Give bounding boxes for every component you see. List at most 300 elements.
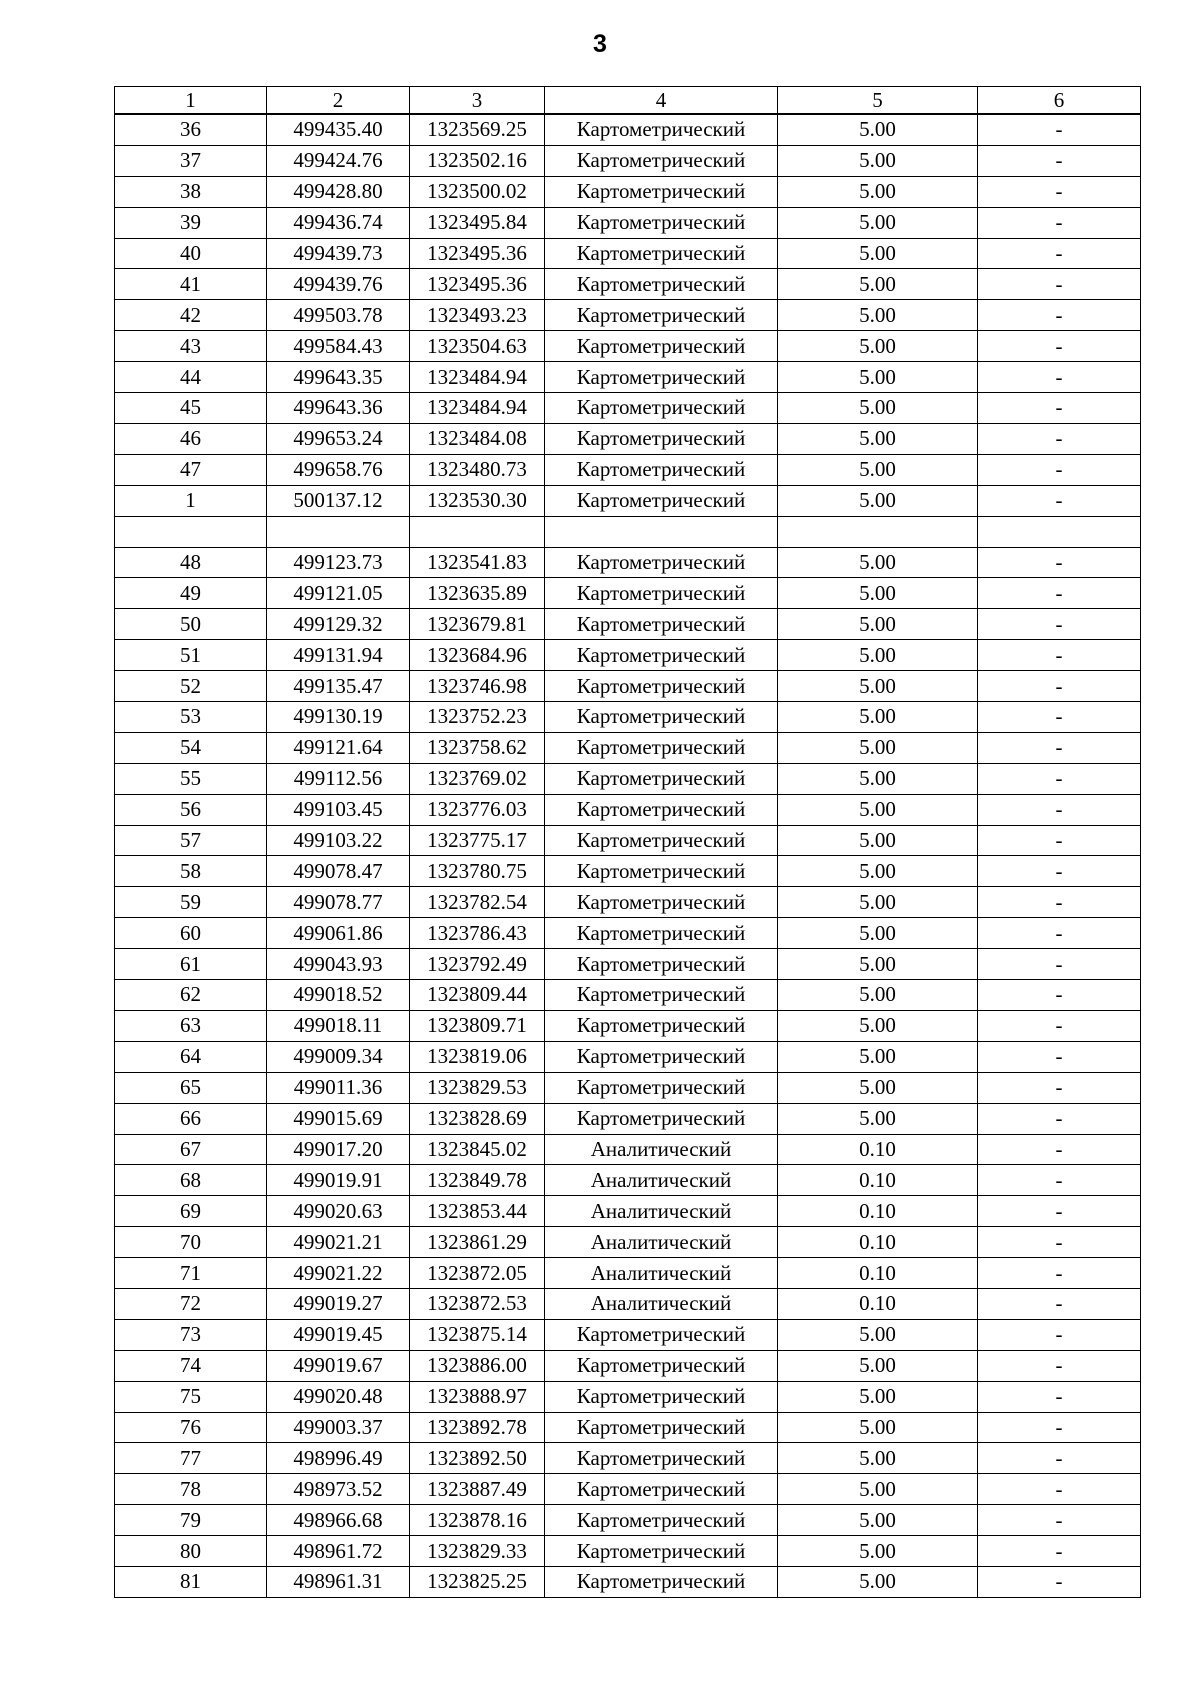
accuracy-cell: 5.00 — [778, 671, 978, 702]
x-coordinate-cell: 499020.63 — [267, 1196, 410, 1227]
y-coordinate-cell: 1323872.05 — [410, 1258, 545, 1289]
table-row — [115, 887, 1141, 918]
header-cell: 6 — [978, 87, 1141, 115]
point-number-cell: 72 — [115, 1288, 267, 1319]
y-coordinate-cell: 1323829.53 — [410, 1072, 545, 1103]
method-cell: Картометрический — [545, 794, 778, 825]
method-cell: Картометрический — [545, 331, 778, 362]
x-coordinate-cell: 499131.94 — [267, 640, 410, 671]
table-row — [115, 1196, 1141, 1227]
accuracy-cell: 5.00 — [778, 547, 978, 578]
table-row — [115, 547, 1141, 578]
accuracy-cell: 5.00 — [778, 1010, 978, 1041]
point-number-cell: 61 — [115, 949, 267, 980]
point-number-cell: 62 — [115, 980, 267, 1011]
table-row — [115, 1165, 1141, 1196]
table-row — [115, 331, 1141, 362]
method-cell: Картометрический — [545, 640, 778, 671]
x-coordinate-cell: 498961.31 — [267, 1566, 410, 1597]
method-cell: Картометрический — [545, 980, 778, 1011]
note-cell: - — [978, 423, 1141, 454]
y-coordinate-cell: 1323752.23 — [410, 702, 545, 733]
x-coordinate-cell: 499078.47 — [267, 856, 410, 887]
point-number-cell: 73 — [115, 1319, 267, 1350]
method-cell: Картометрический — [545, 114, 778, 145]
note-cell: - — [978, 918, 1141, 949]
note-cell: - — [978, 1505, 1141, 1536]
note-cell: - — [978, 269, 1141, 300]
accuracy-cell: 5.00 — [778, 269, 978, 300]
table-row — [115, 1536, 1141, 1567]
point-number-cell: 78 — [115, 1474, 267, 1505]
method-cell: Аналитический — [545, 1134, 778, 1165]
method-cell: Картометрический — [545, 918, 778, 949]
accuracy-cell: 5.00 — [778, 300, 978, 331]
x-coordinate-cell: 499019.27 — [267, 1288, 410, 1319]
point-number-cell: 66 — [115, 1103, 267, 1134]
note-cell: - — [978, 887, 1141, 918]
table-row — [115, 1010, 1141, 1041]
x-coordinate-cell: 499103.45 — [267, 794, 410, 825]
accuracy-cell: 5.00 — [778, 393, 978, 424]
point-number-cell: 39 — [115, 207, 267, 238]
accuracy-cell: 5.00 — [778, 1041, 978, 1072]
x-coordinate-cell: 499129.32 — [267, 609, 410, 640]
method-cell: Картометрический — [545, 1505, 778, 1536]
point-number-cell: 60 — [115, 918, 267, 949]
note-cell: - — [978, 1474, 1141, 1505]
y-coordinate-cell: 1323809.71 — [410, 1010, 545, 1041]
note-cell: - — [978, 732, 1141, 763]
table-row — [115, 609, 1141, 640]
method-cell: Картометрический — [545, 856, 778, 887]
point-number-cell: 40 — [115, 238, 267, 269]
x-coordinate-cell: 499015.69 — [267, 1103, 410, 1134]
table-row — [115, 1134, 1141, 1165]
point-number-cell: 69 — [115, 1196, 267, 1227]
table-row — [115, 980, 1141, 1011]
header-cell: 3 — [410, 87, 545, 115]
y-coordinate-cell: 1323886.00 — [410, 1350, 545, 1381]
table-row — [115, 1227, 1141, 1258]
y-coordinate-cell: 1323825.25 — [410, 1566, 545, 1597]
x-coordinate-cell: 499019.45 — [267, 1319, 410, 1350]
page-number: 3 — [593, 30, 607, 58]
note-cell: - — [978, 1412, 1141, 1443]
y-coordinate-cell: 1323684.96 — [410, 640, 545, 671]
method-cell: Картометрический — [545, 1412, 778, 1443]
y-coordinate-cell: 1323484.94 — [410, 393, 545, 424]
x-coordinate-cell: 499019.67 — [267, 1350, 410, 1381]
point-number-cell: 41 — [115, 269, 267, 300]
coordinates-table — [114, 86, 1141, 1598]
table-row — [115, 516, 1141, 547]
y-coordinate-cell: 1323829.33 — [410, 1536, 545, 1567]
x-coordinate-cell: 498966.68 — [267, 1505, 410, 1536]
x-coordinate-cell: 499130.19 — [267, 702, 410, 733]
table-row — [115, 918, 1141, 949]
x-coordinate-cell: 498973.52 — [267, 1474, 410, 1505]
y-coordinate-cell: 1323495.84 — [410, 207, 545, 238]
note-cell: - — [978, 547, 1141, 578]
point-number-cell: 67 — [115, 1134, 267, 1165]
y-coordinate-cell: 1323495.36 — [410, 238, 545, 269]
table-row — [115, 1350, 1141, 1381]
note-cell: - — [978, 114, 1141, 145]
y-coordinate-cell: 1323769.02 — [410, 763, 545, 794]
table-row — [115, 1443, 1141, 1474]
note-cell: - — [978, 1165, 1141, 1196]
y-coordinate-cell: 1323679.81 — [410, 609, 545, 640]
point-number-cell: 71 — [115, 1258, 267, 1289]
table-row — [115, 856, 1141, 887]
method-cell: Картометрический — [545, 176, 778, 207]
table-row — [115, 1041, 1141, 1072]
accuracy-cell: 0.10 — [778, 1288, 978, 1319]
y-coordinate-cell: 1323635.89 — [410, 578, 545, 609]
accuracy-cell: 5.00 — [778, 949, 978, 980]
method-cell: Картометрический — [545, 702, 778, 733]
y-coordinate-cell: 1323495.36 — [410, 269, 545, 300]
note-cell: - — [978, 1258, 1141, 1289]
point-number-cell: 63 — [115, 1010, 267, 1041]
point-number-cell: 45 — [115, 393, 267, 424]
method-cell: Картометрический — [545, 1072, 778, 1103]
y-coordinate-cell: 1323792.49 — [410, 949, 545, 980]
point-number-cell: 79 — [115, 1505, 267, 1536]
method-cell: Картометрический — [545, 393, 778, 424]
y-coordinate-cell: 1323541.83 — [410, 547, 545, 578]
x-coordinate-cell: 499103.22 — [267, 825, 410, 856]
accuracy-cell: 0.10 — [778, 1258, 978, 1289]
point-number-cell — [115, 516, 267, 547]
point-number-cell: 1 — [115, 485, 267, 516]
accuracy-cell: 5.00 — [778, 145, 978, 176]
point-number-cell: 58 — [115, 856, 267, 887]
method-cell: Картометрический — [545, 238, 778, 269]
accuracy-cell: 5.00 — [778, 1103, 978, 1134]
table-row — [115, 362, 1141, 393]
table-row — [115, 176, 1141, 207]
note-cell: - — [978, 856, 1141, 887]
accuracy-cell: 5.00 — [778, 454, 978, 485]
method-cell: Картометрический — [545, 300, 778, 331]
header-cell: 1 — [115, 87, 267, 115]
point-number-cell: 53 — [115, 702, 267, 733]
point-number-cell: 43 — [115, 331, 267, 362]
y-coordinate-cell: 1323875.14 — [410, 1319, 545, 1350]
x-coordinate-cell: 499018.11 — [267, 1010, 410, 1041]
table-row — [115, 269, 1141, 300]
y-coordinate-cell: 1323504.63 — [410, 331, 545, 362]
method-cell: Картометрический — [545, 547, 778, 578]
method-cell: Аналитический — [545, 1288, 778, 1319]
x-coordinate-cell: 498961.72 — [267, 1536, 410, 1567]
x-coordinate-cell: 499439.76 — [267, 269, 410, 300]
table-row — [115, 578, 1141, 609]
accuracy-cell: 5.00 — [778, 1566, 978, 1597]
x-coordinate-cell: 499653.24 — [267, 423, 410, 454]
x-coordinate-cell: 499436.74 — [267, 207, 410, 238]
point-number-cell: 36 — [115, 114, 267, 145]
x-coordinate-cell: 500137.12 — [267, 485, 410, 516]
table-row — [115, 114, 1141, 145]
note-cell: - — [978, 671, 1141, 702]
x-coordinate-cell: 499021.22 — [267, 1258, 410, 1289]
accuracy-cell: 0.10 — [778, 1165, 978, 1196]
point-number-cell: 59 — [115, 887, 267, 918]
method-cell: Картометрический — [545, 609, 778, 640]
point-number-cell: 76 — [115, 1412, 267, 1443]
note-cell: - — [978, 949, 1141, 980]
point-number-cell: 68 — [115, 1165, 267, 1196]
y-coordinate-cell: 1323530.30 — [410, 485, 545, 516]
method-cell: Картометрический — [545, 485, 778, 516]
table-row — [115, 207, 1141, 238]
point-number-cell: 74 — [115, 1350, 267, 1381]
table-row — [115, 671, 1141, 702]
note-cell: - — [978, 485, 1141, 516]
point-number-cell: 51 — [115, 640, 267, 671]
x-coordinate-cell: 499123.73 — [267, 547, 410, 578]
method-cell: Аналитический — [545, 1196, 778, 1227]
y-coordinate-cell: 1323758.62 — [410, 732, 545, 763]
point-number-cell: 64 — [115, 1041, 267, 1072]
note-cell: - — [978, 1134, 1141, 1165]
method-cell: Картометрический — [545, 671, 778, 702]
table-row — [115, 949, 1141, 980]
note-cell: - — [978, 578, 1141, 609]
table-header-row — [115, 87, 1141, 115]
y-coordinate-cell — [410, 516, 545, 547]
y-coordinate-cell: 1323484.94 — [410, 362, 545, 393]
accuracy-cell: 5.00 — [778, 331, 978, 362]
method-cell: Аналитический — [545, 1165, 778, 1196]
x-coordinate-cell: 499061.86 — [267, 918, 410, 949]
method-cell: Картометрический — [545, 1103, 778, 1134]
accuracy-cell: 5.00 — [778, 794, 978, 825]
header-cell: 2 — [267, 87, 410, 115]
accuracy-cell: 5.00 — [778, 763, 978, 794]
method-cell: Картометрический — [545, 423, 778, 454]
method-cell: Картометрический — [545, 763, 778, 794]
method-cell: Картометрический — [545, 1381, 778, 1412]
table-row — [115, 1258, 1141, 1289]
table-row — [115, 702, 1141, 733]
note-cell: - — [978, 1103, 1141, 1134]
note-cell: - — [978, 1010, 1141, 1041]
method-cell: Картометрический — [545, 1010, 778, 1041]
point-number-cell: 57 — [115, 825, 267, 856]
point-number-cell: 80 — [115, 1536, 267, 1567]
method-cell: Картометрический — [545, 207, 778, 238]
method-cell: Картометрический — [545, 1319, 778, 1350]
point-number-cell: 44 — [115, 362, 267, 393]
y-coordinate-cell: 1323746.98 — [410, 671, 545, 702]
method-cell — [545, 516, 778, 547]
table-row — [115, 1103, 1141, 1134]
note-cell: - — [978, 1566, 1141, 1597]
table-row — [115, 1319, 1141, 1350]
accuracy-cell: 5.00 — [778, 887, 978, 918]
y-coordinate-cell: 1323892.78 — [410, 1412, 545, 1443]
method-cell: Картометрический — [545, 454, 778, 485]
point-number-cell: 42 — [115, 300, 267, 331]
method-cell: Картометрический — [545, 1443, 778, 1474]
method-cell: Картометрический — [545, 362, 778, 393]
note-cell: - — [978, 393, 1141, 424]
table-row — [115, 1505, 1141, 1536]
note-cell: - — [978, 145, 1141, 176]
x-coordinate-cell: 499043.93 — [267, 949, 410, 980]
method-cell: Аналитический — [545, 1258, 778, 1289]
x-coordinate-cell: 498996.49 — [267, 1443, 410, 1474]
x-coordinate-cell: 499121.05 — [267, 578, 410, 609]
point-number-cell: 77 — [115, 1443, 267, 1474]
accuracy-cell: 5.00 — [778, 1536, 978, 1567]
accuracy-cell: 0.10 — [778, 1227, 978, 1258]
method-cell: Картометрический — [545, 1566, 778, 1597]
point-number-cell: 50 — [115, 609, 267, 640]
table-row — [115, 485, 1141, 516]
note-cell: - — [978, 763, 1141, 794]
note-cell: - — [978, 1196, 1141, 1227]
y-coordinate-cell: 1323878.16 — [410, 1505, 545, 1536]
point-number-cell: 56 — [115, 794, 267, 825]
y-coordinate-cell: 1323892.50 — [410, 1443, 545, 1474]
note-cell: - — [978, 454, 1141, 485]
y-coordinate-cell: 1323888.97 — [410, 1381, 545, 1412]
x-coordinate-cell: 499011.36 — [267, 1072, 410, 1103]
x-coordinate-cell — [267, 516, 410, 547]
table-row — [115, 300, 1141, 331]
accuracy-cell: 0.10 — [778, 1134, 978, 1165]
y-coordinate-cell: 1323775.17 — [410, 825, 545, 856]
accuracy-cell: 5.00 — [778, 114, 978, 145]
x-coordinate-cell: 499020.48 — [267, 1381, 410, 1412]
accuracy-cell: 5.00 — [778, 207, 978, 238]
accuracy-cell: 5.00 — [778, 423, 978, 454]
table-row — [115, 794, 1141, 825]
y-coordinate-cell: 1323861.29 — [410, 1227, 545, 1258]
y-coordinate-cell: 1323849.78 — [410, 1165, 545, 1196]
accuracy-cell: 5.00 — [778, 856, 978, 887]
accuracy-cell: 5.00 — [778, 825, 978, 856]
accuracy-cell: 5.00 — [778, 176, 978, 207]
method-cell: Картометрический — [545, 1350, 778, 1381]
point-number-cell: 48 — [115, 547, 267, 578]
point-number-cell: 65 — [115, 1072, 267, 1103]
method-cell: Картометрический — [545, 1474, 778, 1505]
y-coordinate-cell: 1323569.25 — [410, 114, 545, 145]
point-number-cell: 55 — [115, 763, 267, 794]
accuracy-cell: 5.00 — [778, 485, 978, 516]
x-coordinate-cell: 499643.35 — [267, 362, 410, 393]
y-coordinate-cell: 1323828.69 — [410, 1103, 545, 1134]
note-cell: - — [978, 207, 1141, 238]
note-cell: - — [978, 1041, 1141, 1072]
y-coordinate-cell: 1323493.23 — [410, 300, 545, 331]
note-cell: - — [978, 1227, 1141, 1258]
point-number-cell: 52 — [115, 671, 267, 702]
note-cell — [978, 516, 1141, 547]
x-coordinate-cell: 499439.73 — [267, 238, 410, 269]
accuracy-cell: 5.00 — [778, 980, 978, 1011]
x-coordinate-cell: 499658.76 — [267, 454, 410, 485]
note-cell: - — [978, 825, 1141, 856]
accuracy-cell: 5.00 — [778, 1381, 978, 1412]
note-cell: - — [978, 702, 1141, 733]
y-coordinate-cell: 1323782.54 — [410, 887, 545, 918]
accuracy-cell: 0.10 — [778, 1196, 978, 1227]
y-coordinate-cell: 1323845.02 — [410, 1134, 545, 1165]
y-coordinate-cell: 1323786.43 — [410, 918, 545, 949]
note-cell: - — [978, 1350, 1141, 1381]
accuracy-cell: 5.00 — [778, 1505, 978, 1536]
x-coordinate-cell: 499009.34 — [267, 1041, 410, 1072]
table-row — [115, 238, 1141, 269]
table-row — [115, 1072, 1141, 1103]
table-row — [115, 393, 1141, 424]
accuracy-cell: 5.00 — [778, 609, 978, 640]
x-coordinate-cell: 499121.64 — [267, 732, 410, 763]
x-coordinate-cell: 499428.80 — [267, 176, 410, 207]
table-row — [115, 423, 1141, 454]
point-number-cell: 54 — [115, 732, 267, 763]
accuracy-cell: 5.00 — [778, 578, 978, 609]
y-coordinate-cell: 1323484.08 — [410, 423, 545, 454]
accuracy-cell: 5.00 — [778, 1350, 978, 1381]
table-row — [115, 825, 1141, 856]
accuracy-cell: 5.00 — [778, 640, 978, 671]
note-cell: - — [978, 238, 1141, 269]
x-coordinate-cell: 499135.47 — [267, 671, 410, 702]
y-coordinate-cell: 1323776.03 — [410, 794, 545, 825]
method-cell: Картометрический — [545, 887, 778, 918]
y-coordinate-cell: 1323809.44 — [410, 980, 545, 1011]
y-coordinate-cell: 1323819.06 — [410, 1041, 545, 1072]
accuracy-cell: 5.00 — [778, 918, 978, 949]
note-cell: - — [978, 1288, 1141, 1319]
table-row — [115, 145, 1141, 176]
point-number-cell: 46 — [115, 423, 267, 454]
method-cell: Картометрический — [545, 145, 778, 176]
method-cell: Картометрический — [545, 1041, 778, 1072]
x-coordinate-cell: 499435.40 — [267, 114, 410, 145]
y-coordinate-cell: 1323872.53 — [410, 1288, 545, 1319]
table-row — [115, 763, 1141, 794]
x-coordinate-cell: 499112.56 — [267, 763, 410, 794]
x-coordinate-cell: 499643.36 — [267, 393, 410, 424]
note-cell: - — [978, 1072, 1141, 1103]
table-row — [115, 1381, 1141, 1412]
x-coordinate-cell: 499021.21 — [267, 1227, 410, 1258]
table-row — [115, 640, 1141, 671]
method-cell: Картометрический — [545, 578, 778, 609]
note-cell: - — [978, 362, 1141, 393]
point-number-cell: 81 — [115, 1566, 267, 1597]
note-cell: - — [978, 331, 1141, 362]
x-coordinate-cell: 499003.37 — [267, 1412, 410, 1443]
note-cell: - — [978, 640, 1141, 671]
note-cell: - — [978, 1319, 1141, 1350]
x-coordinate-cell: 499018.52 — [267, 980, 410, 1011]
x-coordinate-cell: 499584.43 — [267, 331, 410, 362]
y-coordinate-cell: 1323853.44 — [410, 1196, 545, 1227]
note-cell: - — [978, 176, 1141, 207]
y-coordinate-cell: 1323500.02 — [410, 176, 545, 207]
accuracy-cell: 5.00 — [778, 362, 978, 393]
